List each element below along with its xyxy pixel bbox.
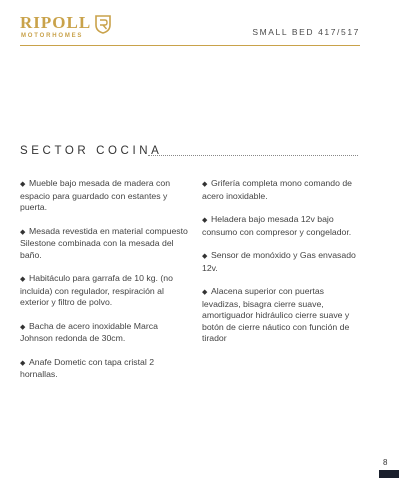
item-text: Alacena superior con puertas levadizas, bisagra cierre suave, amortiguador hidráulico cierre suave y botón de cierre náutico con función de tirador bbox=[202, 286, 350, 343]
list-item bbox=[20, 226, 188, 262]
bullet-icon: ◆ bbox=[20, 228, 26, 236]
list-item bbox=[202, 250, 362, 274]
item-text: Bacha de acero inoxidable Marca Johnson redonda de 30cm. bbox=[20, 320, 158, 343]
corner-block bbox=[379, 470, 399, 478]
logo-wordmark: RIPOLL bbox=[20, 13, 92, 32]
list-item bbox=[20, 321, 188, 345]
item-text: Grifería completa mono comando de acero inoxidable. bbox=[202, 178, 353, 201]
bullet-icon: ◆ bbox=[202, 253, 208, 260]
list-item bbox=[202, 178, 362, 202]
list-item bbox=[20, 178, 188, 214]
item-text: Mueble bajo mesada de madera con espacio para guardado con estantes y puerta. bbox=[20, 178, 171, 212]
bullet-icon: ◆ bbox=[20, 323, 26, 331]
list-item bbox=[20, 357, 188, 381]
page-number: 8 bbox=[383, 458, 388, 467]
item-text: Habitáculo para garrafa de 10 kg. (no incluida) con regulador, respiración al exterior y filtro de polvo. bbox=[20, 273, 173, 307]
item-text: Heladera bajo mesada 12v bajo consumo con compresor y congelador. bbox=[202, 214, 352, 237]
list-item bbox=[202, 214, 362, 238]
list-item bbox=[20, 273, 188, 309]
bullet-icon: ◆ bbox=[202, 217, 208, 224]
logo-badge-icon bbox=[94, 14, 112, 34]
ripoll-logo bbox=[20, 14, 110, 44]
left-column bbox=[20, 178, 188, 393]
bullet-icon: ◆ bbox=[20, 359, 26, 367]
list-item bbox=[202, 286, 362, 345]
item-text: Anafe Dometic con tapa cristal 2 hornallas. bbox=[20, 356, 155, 379]
right-column bbox=[202, 178, 362, 357]
item-text: Sensor de monóxido y Gas envasado 12v. bbox=[202, 250, 356, 273]
item-text: Mesada revestida en material compuesto Silestone combinada con la mesada del baño. bbox=[20, 225, 188, 260]
bullet-icon: ◆ bbox=[202, 289, 208, 296]
logo-subtitle: MOTORHOMES bbox=[21, 33, 84, 39]
model-label: SMALL BED 417/517 bbox=[252, 27, 360, 37]
page-header bbox=[0, 0, 418, 60]
bullet-icon: ◆ bbox=[20, 276, 26, 283]
bullet-icon: ◆ bbox=[20, 181, 26, 188]
section-divider bbox=[148, 155, 358, 156]
section-title: SECTOR COCINA bbox=[20, 145, 163, 157]
bullet-icon: ◆ bbox=[202, 181, 208, 188]
header-divider bbox=[20, 45, 360, 46]
